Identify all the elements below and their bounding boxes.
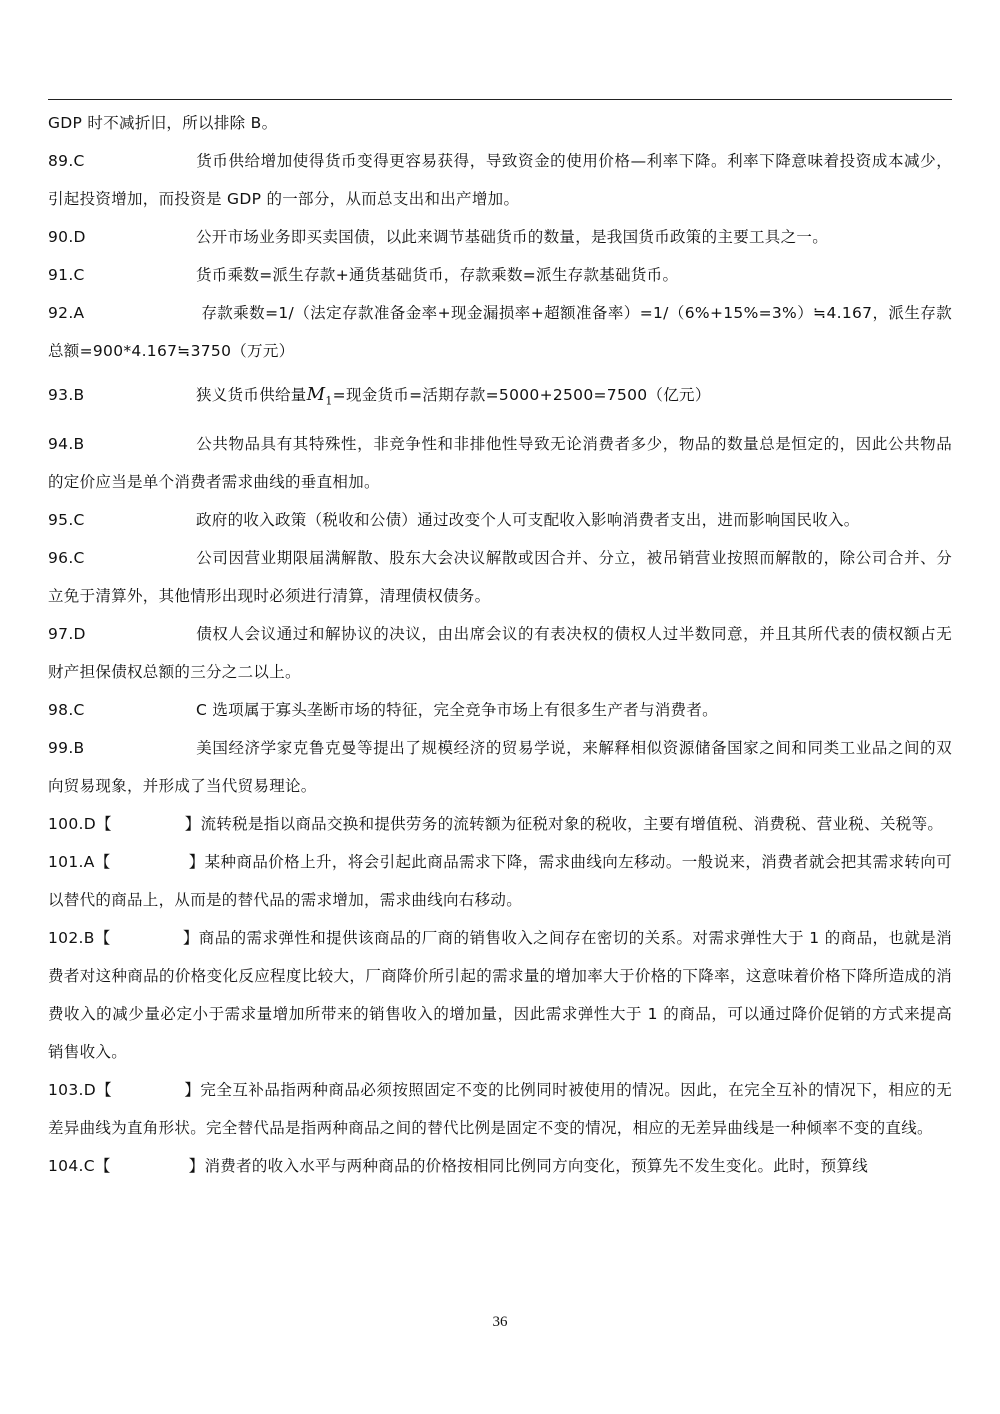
answer-number: 92.A — [48, 304, 85, 322]
open-bracket: 【 — [94, 852, 111, 871]
close-bracket: 】 — [184, 1080, 201, 1099]
answer-explanation: 债权人会议通过和解协议的决议，由出席会议的有表决权的债权人过半数同意，并且其所代表的债权额占无财产担保债权总额的三分之二以上。 — [48, 624, 952, 681]
answer-number: 94.B — [48, 434, 85, 453]
answer-number: 90.D — [48, 228, 86, 246]
answer-94 — [48, 425, 952, 501]
close-bracket: 】 — [184, 814, 201, 833]
open-bracket: 【 — [94, 1156, 111, 1175]
answer-number: 104.C — [48, 1156, 95, 1175]
answer-89 — [48, 142, 952, 218]
answer-number: 93.B — [48, 386, 85, 404]
close-bracket: 】 — [188, 852, 205, 871]
answer-explanation: 消费者的收入水平与两种商品的价格按相同比例同方向变化，预算先不发生变化。此时，预算线 — [204, 1156, 869, 1175]
answer-explanation: C 选项属于寡头垄断市场的特征，完全竞争市场上有很多生产者与消费者。 — [196, 700, 718, 719]
answer-number: 103.D — [48, 1080, 96, 1099]
answer-number: 89.C — [48, 152, 85, 170]
answer-91 — [48, 256, 952, 294]
paragraph-88-continued — [48, 104, 952, 142]
answer-102 — [48, 919, 952, 1071]
answer-number: 102.B — [48, 928, 95, 947]
answer-explanation: 流转税是指以商品交换和提供劳务的流转额为征税对象的税收，主要有增值税、消费税、营业税、关税等。 — [200, 814, 944, 833]
answer-104 — [48, 1147, 952, 1185]
answer-explanation-after: =现金货币=活期存款=5000+2500=7500（亿元） — [332, 386, 711, 404]
answer-97 — [48, 615, 952, 691]
answer-99 — [48, 729, 952, 805]
answer-explanation: 货币乘数=派生存款+通货基础货币，存款乘数=派生存款基础货币。 — [196, 266, 679, 284]
header-rule — [48, 99, 952, 100]
paragraph-text: GDP 时不减折旧，所以排除 B。 — [48, 114, 278, 132]
money-supply-symbol: $M_1$ — [306, 384, 333, 408]
answer-explanation: 某种商品价格上升，将会引起此商品需求下降，需求曲线向左移动。一般说来，消费者就会把其需求转向可以替代的商品上，从而是的替代品的需求增加，需求曲线向右移动。 — [48, 852, 952, 909]
answer-number: 101.A — [48, 852, 95, 871]
answer-explanation-before: 狭义货币供给量 — [196, 386, 307, 404]
answer-103 — [48, 1071, 952, 1147]
open-bracket: 【 — [95, 814, 112, 833]
answer-number: 97.D — [48, 624, 86, 643]
answer-90 — [48, 218, 952, 256]
answer-explanation: 完全互补品指两种商品必须按照固定不变的比例同时被使用的情况。因此，在完全互补的情况下，相应的无差异曲线为直角形状。完全替代品是指两种商品之间的替代比例是固定不变的情况，相应的无差异曲线是一种倾率不变的直线。 — [48, 1080, 952, 1137]
answer-98 — [48, 691, 952, 729]
answer-93 — [48, 376, 952, 421]
close-bracket: 】 — [188, 1156, 205, 1175]
answer-number: 95.C — [48, 510, 85, 529]
answer-explanation: 政府的收入政策（税收和公债）通过改变个人可支配收入影响消费者支出，进而影响国民收入。 — [196, 510, 860, 529]
answer-explanation: 存款乘数=1/（法定存款准备金率+现金漏损率+超额准备率）=1/（6%+15%=3%）≒4.167，派生存款总额=900*4.167≒3750（万元） — [48, 304, 952, 360]
answer-96 — [48, 539, 952, 615]
answer-100 — [48, 805, 952, 843]
open-bracket: 【 — [95, 1080, 113, 1099]
open-bracket: 【 — [94, 928, 111, 947]
answer-number: 100.D — [48, 814, 96, 833]
page-number: 36 — [492, 1314, 508, 1330]
answer-101 — [48, 843, 952, 919]
answer-explanation: 货币供给增加使得货币变得更容易获得，导致资金的使用价格—利率下降。利率下降意味着投资成本减少，引起投资增加，而投资是 GDP 的一部分，从而总支出和出产增加。 — [48, 152, 952, 208]
answer-92 — [48, 294, 952, 370]
page-body — [48, 104, 952, 1185]
answer-explanation: 美国经济学家克鲁克曼等提出了规模经济的贸易学说，来解释相似资源储备国家之间和同类工业品之间的双向贸易现象，并形成了当代贸易理论。 — [48, 738, 952, 795]
answer-explanation: 公开市场业务即买卖国债，以此来调节基础货币的数量，是我国货币政策的主要工具之一。 — [196, 228, 829, 246]
answer-explanation: 公共物品具有其特殊性，非竞争性和非排他性导致无论消费者多少，物品的数量总是恒定的，因此公共物品的定价应当是单个消费者需求曲线的垂直相加。 — [48, 434, 952, 491]
answer-number: 99.B — [48, 738, 85, 757]
answer-number: 96.C — [48, 548, 85, 567]
answer-95 — [48, 501, 952, 539]
close-bracket: 】 — [182, 928, 199, 947]
answer-explanation: 公司因营业期限届满解散、股东大会决议解散或因合并、分立，被吊销营业按照而解散的，除公司合并、分立免于清算外，其他情形出现时必须进行清算，清理债权债务。 — [48, 548, 952, 605]
answer-number: 98.C — [48, 700, 85, 719]
answer-number: 91.C — [48, 266, 85, 284]
answer-explanation: 商品的需求弹性和提供该商品的厂商的销售收入之间存在密切的关系。对需求弹性大于 1 的商品，也就是消费者对这种商品的价格变化反应程度比较大，厂商降价所引起的需求量的增加率大于价格的下降率，这意味着价格下降所造成的消费收入的减少量必定小于需求量增加所带来的销售收入的增加量，因此需求弹性大于 1 的商品，可以通过降价促销的方式来提高销售收入。 — [48, 928, 953, 1061]
